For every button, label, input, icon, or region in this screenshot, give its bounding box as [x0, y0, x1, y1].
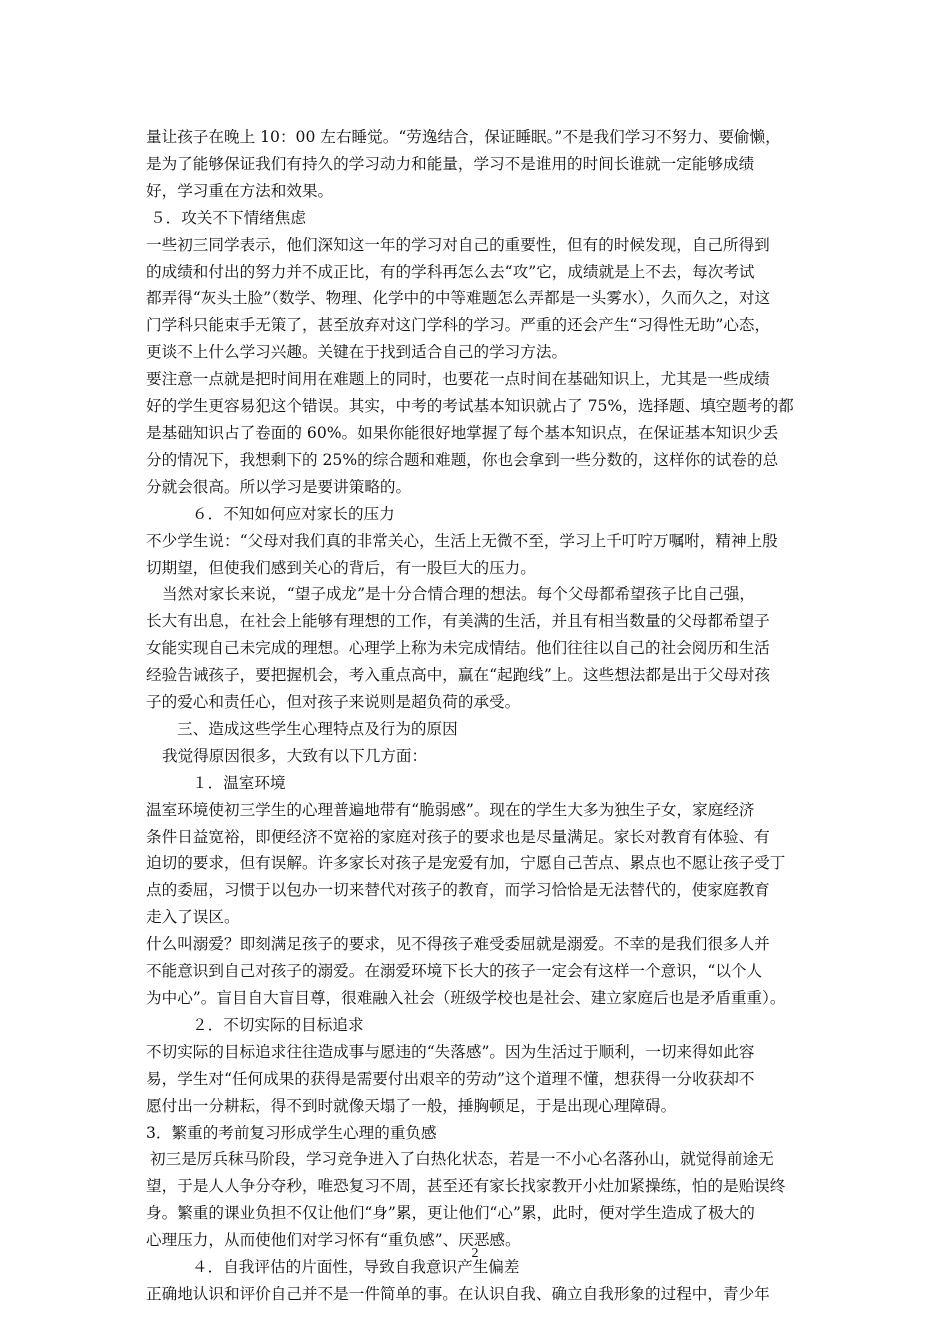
text-line: 什么叫溺爱？即刻满足孩子的要求，见不得孩子难受委屈就是溺爱。不幸的是我们很多人并	[146, 935, 770, 954]
text-line: 迫切的要求，但有误解。许多家长对孩子是宠爱有加，宁愿自己苦点、累点也不愿让孩子受丁	[146, 854, 786, 873]
text-line: 身。繁重的课业负担不仅让他们“身”累，更让他们“心”累，此时，便对学生造成了极大的	[146, 1204, 755, 1223]
text-line: 条件日益宽裕，即便经济不宽裕的家庭对孩子的要求也是尽量满足。家长对教育有体验、有	[146, 827, 770, 846]
text-line: 门学科只能束手无策了，甚至放弃对这门学科的学习。严重的还会产生“习得性无助”心态，	[146, 316, 771, 335]
text-line: ４．自我评估的片面性，导致自我意识产生偏差	[192, 1258, 520, 1277]
text-line: 3．繁重的考前复习形成学生心理的重负感	[146, 1123, 437, 1142]
text-line: 女能实现自己未完成的理想。心理学上称为未完成情结。他们往往以自己的社会阅历和生活	[146, 639, 770, 658]
text-line: 分的情况下，我想剩下的 25%的综合题和难题，你也会拿到一些分数的，这样你的试卷的总	[146, 450, 779, 469]
text-line: ６．不知如何应对家长的压力	[192, 504, 395, 523]
text-line: 都弄得“灰头土脸”（数学、物理、化学中的中等难题怎么弄都是一头雾水），久而久之，对这	[146, 289, 771, 308]
text-line: 当然对家长来说，“望子成龙”是十分合情合理的想法。每个父母都希望孩子比自己强，	[162, 585, 755, 604]
text-line: 温室环境使初三学生的心理普遍地带有“脆弱感”。现在的学生大多为独生子女，家庭经济	[146, 800, 755, 819]
text-line: 正确地认识和评价自己并不是一件简单的事。在认识自我、确立自我形象的过程中，青少年	[146, 1284, 770, 1303]
text-line: 三、造成这些学生心理特点及行为的原因	[177, 719, 458, 738]
text-line: 切期望，但使我们感到关心的背后，有一股巨大的压力。	[146, 558, 536, 577]
text-line: 易，学生对“任何成果的获得是需要付出艰辛的劳动”这个道理不懂，想获得一分收获却不	[146, 1069, 755, 1088]
text-line: 点的委屈，习惯于以包办一切来替代对孩子的教育，而学习恰恰是无法替代的，使家庭教育	[146, 881, 770, 900]
text-line: 为中心”。盲目自大盲目尊，很难融入社会（班级学校也是社会、建立家庭后也是矛盾重重）。	[146, 989, 786, 1007]
text-line: 不少学生说：“父母对我们真的非常关心，生活上无微不至，学习上千叮咛万嘱咐，精神上殷	[146, 531, 778, 550]
text-line: 我觉得原因很多，大致有以下几方面：	[162, 746, 428, 765]
text-line: 望，于是人人争分夺秒，唯恐复习不周，甚至还有家长找家教开小灶加紧操练，怕的是贻误终	[146, 1177, 786, 1196]
document-body	[146, 124, 806, 1308]
text-line: 量让孩子在晚上 10：00 左右睡觉。“劳逸结合，保证睡眠。”不是我们学习不努力、要偷懒，	[146, 128, 781, 146]
text-line: 走入了误区。	[146, 908, 240, 927]
text-line: 子的爱心和责任心，但对孩子来说则是超负荷的承受。	[146, 693, 521, 712]
text-line: １．温室环境	[192, 773, 286, 792]
text-line: 好的学生更容易犯这个错误。其实，中考的考试基本知识就占了 75%，选择题、填空题考的都	[146, 397, 794, 416]
text-line: 不能意识到自己对孩子的溺爱。在溺爱环境下长大的孩子一定会有这样一个意识，“以个人	[146, 962, 763, 981]
text-line: 愿付出一分耕耘，得不到时就像天塌了一般，捶胸顿足，于是出现心理障碍。	[146, 1096, 677, 1115]
text-line: 好，学习重在方法和效果。	[146, 181, 334, 200]
text-line: 更谈不上什么学习兴趣。关键在于找到适合自己的学习方法。	[146, 343, 568, 362]
text-line: 初三是厉兵秣马阶段，学习竞争进入了白热化状态，若是一不小心名落孙山，就觉得前途无	[150, 1150, 774, 1169]
text-line: 的成绩和付出的努力并不成正比，有的学科再怎么去“攻”它，成绩就是上不去，每次考试	[146, 262, 755, 281]
text-line: 长大有出息，在社会上能够有理想的工作，有美满的生活，并且有相当数量的父母都希望子	[146, 612, 770, 631]
text-line: 经验告诫孩子，要把握机会，考入重点高中，赢在“起跑线”上。这些想法都是出于父母对孩	[146, 666, 771, 685]
page-number: 2	[471, 1246, 479, 1261]
text-line: ５．攻关不下情绪焦虑	[150, 208, 306, 227]
text-line: 一些初三同学表示，他们深知这一年的学习对自己的重要性，但有的时候发现，自己所得到	[146, 235, 770, 254]
text-line: 是基础知识占了卷面的 60%。如果你能很好地掌握了每个基本知识点，在保证基本知识少丢	[146, 423, 779, 442]
text-line: 心理压力，从而使他们对学习怀有“重负感”、厌恶感。	[146, 1231, 521, 1250]
text-line: ２．不切实际的目标追求	[192, 1015, 364, 1034]
text-line: 是为了能够保证我们有持久的学习动力和能量，学习不是谁用的时间长谁就一定能够成绩	[146, 154, 755, 173]
text-line: 分就会很高。所以学习是要讲策略的。	[146, 477, 412, 496]
text-line: 不切实际的目标追求往往造成事与愿违的“失落感”。因为生活过于顺利，一切来得如此容	[146, 1042, 755, 1061]
text-line: 要注意一点就是把时间用在难题上的同时，也要花一点时间在基础知识上，尤其是一些成绩	[146, 370, 770, 389]
